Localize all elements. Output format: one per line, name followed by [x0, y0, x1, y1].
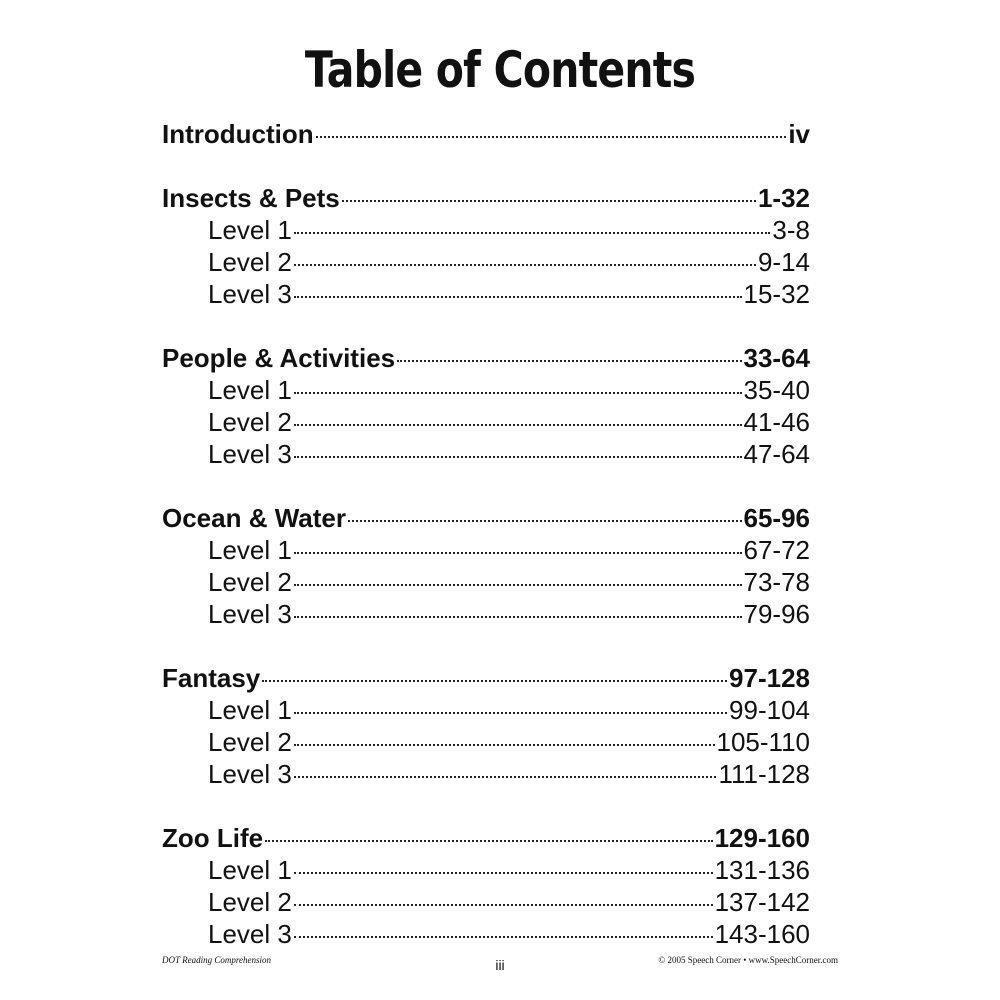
toc-entry-pages: 131-136: [714, 855, 810, 885]
toc-section-row: [162, 502, 810, 534]
toc-entry-pages: 137-142: [714, 887, 810, 917]
toc-entry-label: Level 2: [208, 247, 292, 277]
toc-entry-label: Level 2: [208, 727, 292, 757]
dot-leader: [262, 680, 727, 682]
toc-entry-pages: 73-78: [743, 567, 810, 597]
toc-entry-pages: 105-110: [716, 727, 810, 757]
toc-entry-label: Insects & Pets: [162, 183, 340, 213]
toc-entry-label: Level 1: [208, 215, 292, 245]
toc-level-row: [162, 918, 810, 950]
toc-level-row: [162, 566, 810, 598]
toc-entry-label: Level 3: [208, 919, 292, 949]
dot-leader: [342, 200, 756, 202]
toc-entry-pages: 67-72: [743, 535, 810, 565]
toc-entry-label: Zoo Life: [162, 823, 264, 853]
toc-entry-label: Level 1: [208, 375, 292, 405]
toc-level-row: [162, 374, 810, 406]
table-of-contents: [162, 118, 810, 950]
footer-page-number: iii: [495, 957, 505, 973]
toc-section-row: [162, 182, 810, 214]
dot-leader: [316, 136, 787, 138]
toc-entry-pages: iv: [788, 119, 810, 149]
dot-leader: [294, 584, 742, 586]
toc-entry-pages: 97-128: [729, 663, 810, 693]
toc-entry-label: Level 2: [208, 567, 292, 597]
toc-level-row: [162, 886, 810, 918]
toc-entry-label: Level 2: [208, 407, 292, 437]
toc-section-row: [162, 662, 810, 694]
dot-leader: [294, 264, 756, 266]
toc-entry-pages: 99-104: [729, 695, 810, 725]
dot-leader: [294, 552, 742, 554]
footer-copyright: © 2005 Speech Corner • www.SpeechCorner.com: [658, 955, 838, 965]
toc-entry-pages: 111-128: [718, 759, 810, 789]
toc-entry-label: People & Activities: [162, 343, 396, 373]
toc-entry-pages: 33-64: [743, 343, 810, 373]
dot-leader: [294, 904, 713, 906]
toc-section-row: [162, 822, 810, 854]
dot-leader: [294, 296, 742, 298]
toc-level-row: [162, 438, 810, 470]
dot-leader: [294, 424, 742, 426]
toc-entry-label: Introduction: [162, 119, 314, 149]
toc-entry-label: Level 3: [208, 279, 292, 309]
toc-entry-label: Fantasy: [162, 663, 261, 693]
toc-section-row: [162, 342, 810, 374]
toc-level-row: [162, 758, 810, 790]
toc-entry-pages: 47-64: [743, 439, 810, 469]
toc-entry-label: Level 2: [208, 887, 292, 917]
toc-level-row: [162, 854, 810, 886]
toc-entry-pages: 65-96: [743, 503, 810, 533]
toc-entry-label: Level 1: [208, 535, 292, 565]
toc-entry-pages: 3-8: [772, 215, 810, 245]
dot-leader: [348, 520, 742, 522]
toc-entry-pages: 35-40: [743, 375, 810, 405]
footer-book-title: DOT Reading Comprehension: [162, 955, 271, 965]
dot-leader: [294, 872, 713, 874]
toc-level-row: [162, 246, 810, 278]
toc-level-row: [162, 278, 810, 310]
dot-leader: [294, 392, 742, 394]
toc-entry-label: Level 3: [208, 759, 292, 789]
dot-leader: [294, 712, 727, 714]
toc-entry-label: Level 3: [208, 599, 292, 629]
toc-entry-pages: 15-32: [743, 279, 810, 309]
page-title: Table of Contents: [304, 41, 696, 99]
toc-entry-pages: 129-160: [714, 823, 810, 853]
dot-leader: [294, 456, 742, 458]
toc-entry-pages: 79-96: [743, 599, 810, 629]
toc-level-row: [162, 406, 810, 438]
dot-leader: [265, 840, 712, 842]
dot-leader: [397, 360, 741, 362]
toc-entry-pages: 41-46: [743, 407, 810, 437]
toc-entry-label: Ocean & Water: [162, 503, 346, 533]
toc-section-row: [162, 118, 810, 150]
dot-leader: [294, 936, 713, 938]
dot-leader: [294, 776, 717, 778]
toc-entry-pages: 1-32: [757, 183, 810, 213]
toc-level-row: [162, 726, 810, 758]
toc-entry-label: Level 1: [208, 695, 292, 725]
dot-leader: [294, 616, 742, 618]
toc-level-row: [162, 534, 810, 566]
toc-entry-pages: 143-160: [714, 919, 810, 949]
toc-entry-label: Level 3: [208, 439, 292, 469]
toc-level-row: [162, 214, 810, 246]
toc-entry-label: Level 1: [208, 855, 292, 885]
dot-leader: [294, 744, 715, 746]
toc-level-row: [162, 598, 810, 630]
toc-entry-pages: 9-14: [757, 247, 810, 277]
toc-level-row: [162, 694, 810, 726]
dot-leader: [294, 232, 771, 234]
